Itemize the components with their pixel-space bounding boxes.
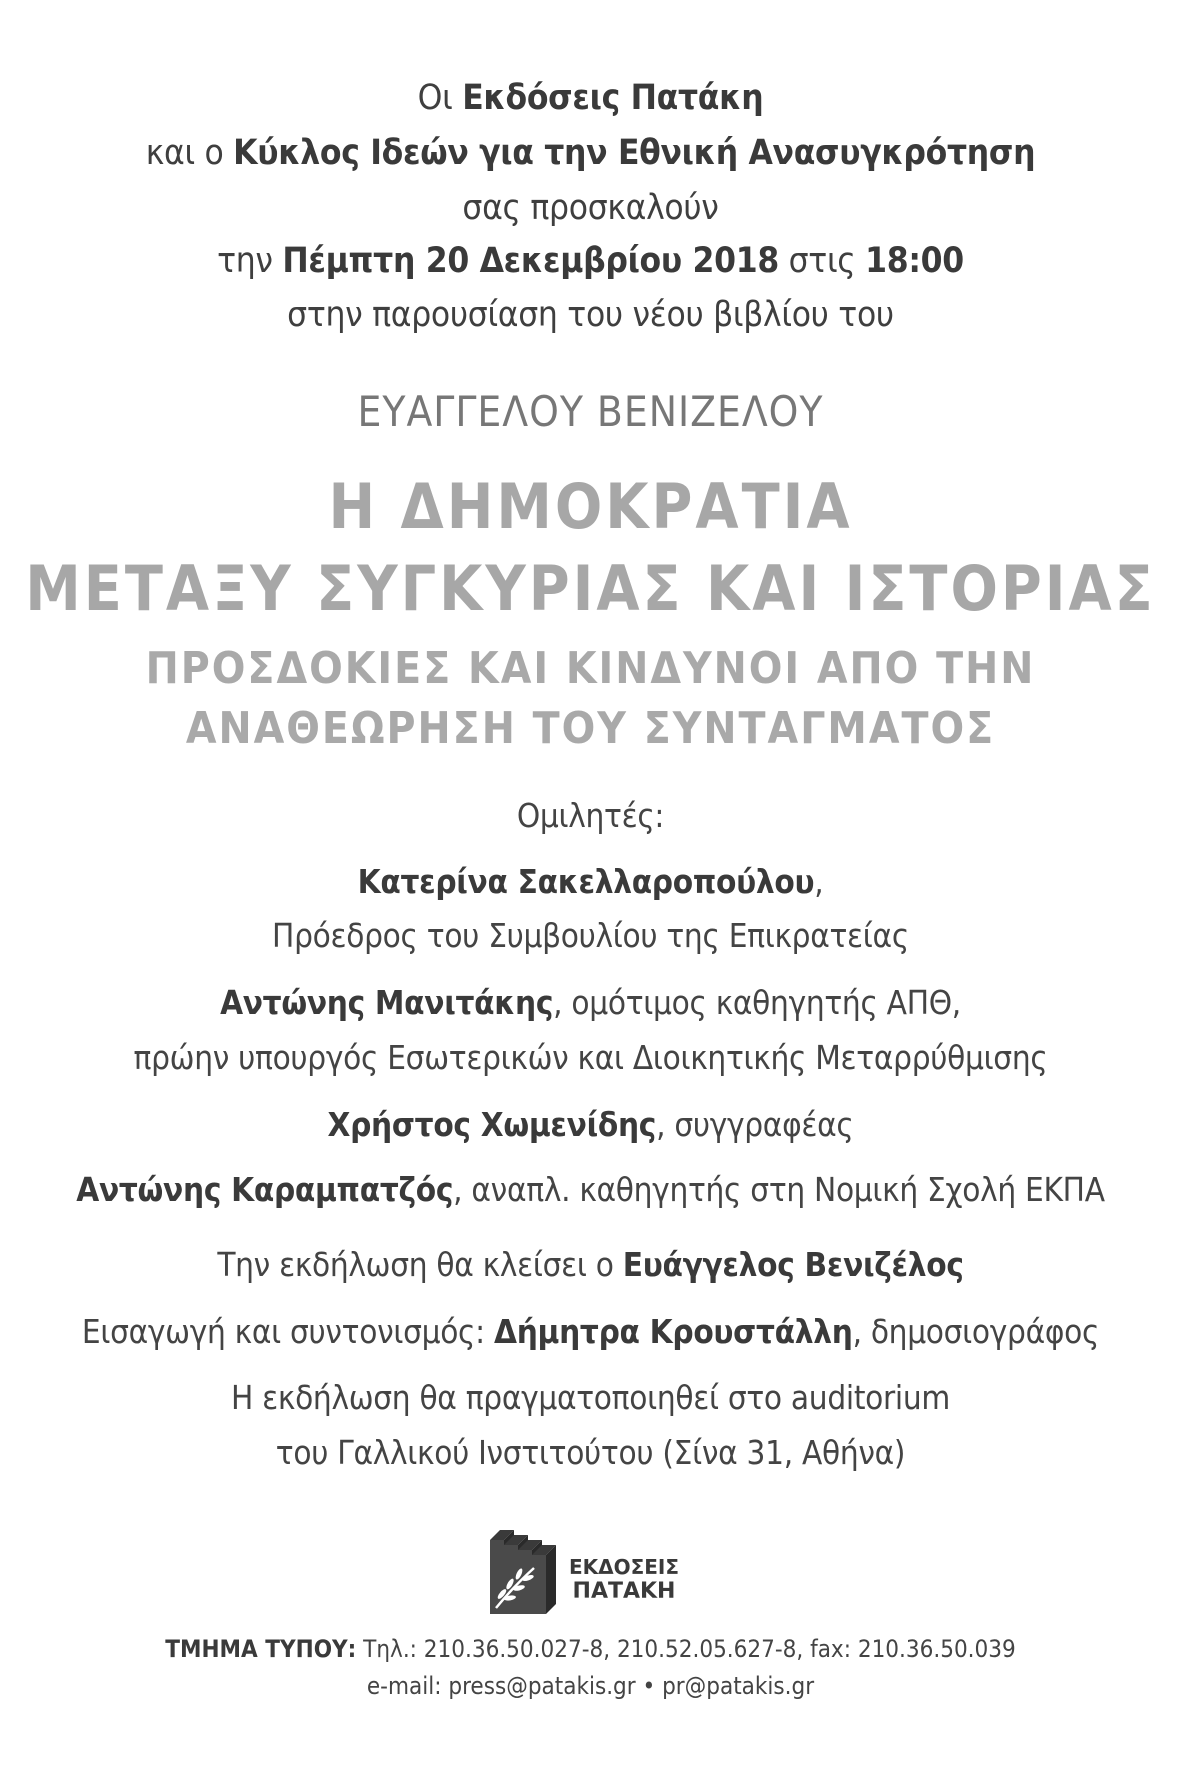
intro-text: Οι	[417, 78, 463, 118]
intro-text: σας προσκαλούν	[462, 188, 719, 228]
intro-text: στις	[778, 241, 866, 281]
intro-invite	[0, 188, 1181, 228]
books-olive-branch-icon	[490, 1530, 556, 1614]
coordinator-name: Δήμητρα Κρουστάλλη	[494, 1312, 853, 1351]
speaker-2-role: πρώην υπουργός Εσωτερικών και Διοικητικής Μεταρρύθμισης	[133, 1038, 1048, 1077]
speaker-role: , αναπλ. καθηγητής στη Νομική Σχολή ΕΚΠΑ	[453, 1170, 1105, 1209]
speaker-name: Αντώνης Καραμπατζός	[76, 1170, 454, 1209]
speaker-name: Χρήστος Χωμενίδης	[327, 1105, 657, 1144]
speaker-1	[0, 862, 1181, 901]
coordinator-role: , δημοσιογράφος	[852, 1312, 1100, 1351]
coordinator-label: Εισαγωγή και συντονισμός:	[81, 1312, 495, 1351]
event-datetime	[0, 241, 1181, 281]
press-label: ΤΜΗΜΑ ΤΥΠΟΥ:	[165, 1635, 357, 1663]
intro-cohost	[0, 133, 1181, 173]
book-subtitle-line-1: ΠΡΟΣΔΟΚΙΕΣ ΚΑΙ ΚΙΝΔΥΝΟΙ ΑΠΟ ΤΗΝ	[145, 643, 1036, 694]
book-subtitle-line-2: ΑΝΑΘΕΩΡΗΣΗ ΤΟΥ ΣΥΝΤΑΓΜΑΤΟΣ	[185, 703, 996, 754]
book-title-line-2: ΜΕΤΑΞΥ ΣΥΓΚΥΡΙΑΣ ΚΑΙ ΙΣΤΟΡΙΑΣ	[25, 552, 1156, 625]
patakis-logo	[488, 1528, 693, 1614]
intro-text: και ο	[145, 133, 234, 173]
venue-line-2: του Γαλλικού Ινστιτούτου (Σίνα 31, Αθήνα)	[275, 1433, 906, 1472]
cohost-name: Κύκλος Ιδεών για την Εθνική Ανασυγκρότηση	[233, 133, 1036, 173]
closing-speaker	[0, 1245, 1181, 1284]
intro-presentation	[0, 295, 1181, 335]
speaker-2	[0, 983, 1181, 1022]
speaker-name: Αντώνης Μανιτάκης	[220, 983, 554, 1022]
speaker-role: ,	[814, 862, 824, 901]
intro-text: στην παρουσίαση του νέου βιβλίου του	[287, 295, 894, 335]
closing-name: Ευάγγελος Βενιζέλος	[622, 1245, 964, 1284]
speakers-heading: Ομιλητές:	[516, 796, 665, 835]
coordinator	[0, 1312, 1181, 1351]
speaker-4	[0, 1170, 1181, 1209]
logo-line-1: ΕΚΔΟΣΕΙΣ	[568, 1555, 680, 1579]
event-date: Πέμπτη 20 Δεκεμβρίου 2018	[282, 241, 779, 281]
speaker-3	[0, 1105, 1181, 1144]
press-contact	[0, 1635, 1181, 1663]
closing-text: Την εκδήλωση θα κλείσει ο	[217, 1245, 623, 1284]
intro-publisher	[0, 78, 1181, 118]
book-title-line-1: Η ΔΗΜΟΚΡΑΤΙΑ	[328, 470, 853, 543]
intro-text: την	[217, 241, 283, 281]
speaker-1-role: Πρόεδρος του Συμβουλίου της Επικρατείας	[272, 916, 909, 955]
speaker-role: , ομότιμος καθηγητής ΑΠΘ,	[553, 983, 961, 1022]
press-emails: e-mail: press@patakis.gr • pr@patakis.gr	[366, 1672, 815, 1700]
book-author: ΕΥΑΓΓΕΛΟΥ ΒΕΝΙΖΕΛΟΥ	[357, 387, 824, 436]
event-time: 18:00	[865, 241, 964, 281]
speaker-role: , συγγραφέας	[656, 1105, 854, 1144]
press-phones: Τηλ.: 210.36.50.027-8, 210.52.05.627-8, fax: 210.36.50.039	[356, 1635, 1016, 1663]
speaker-name: Κατερίνα Σακελλαροπούλου	[357, 862, 815, 901]
publisher-name: Εκδόσεις Πατάκη	[462, 78, 764, 118]
venue-line-1: Η εκδήλωση θα πραγματοποιηθεί στο auditorium	[230, 1378, 951, 1417]
logo-line-2: ΠΑΤΑΚΗ	[572, 1579, 676, 1604]
